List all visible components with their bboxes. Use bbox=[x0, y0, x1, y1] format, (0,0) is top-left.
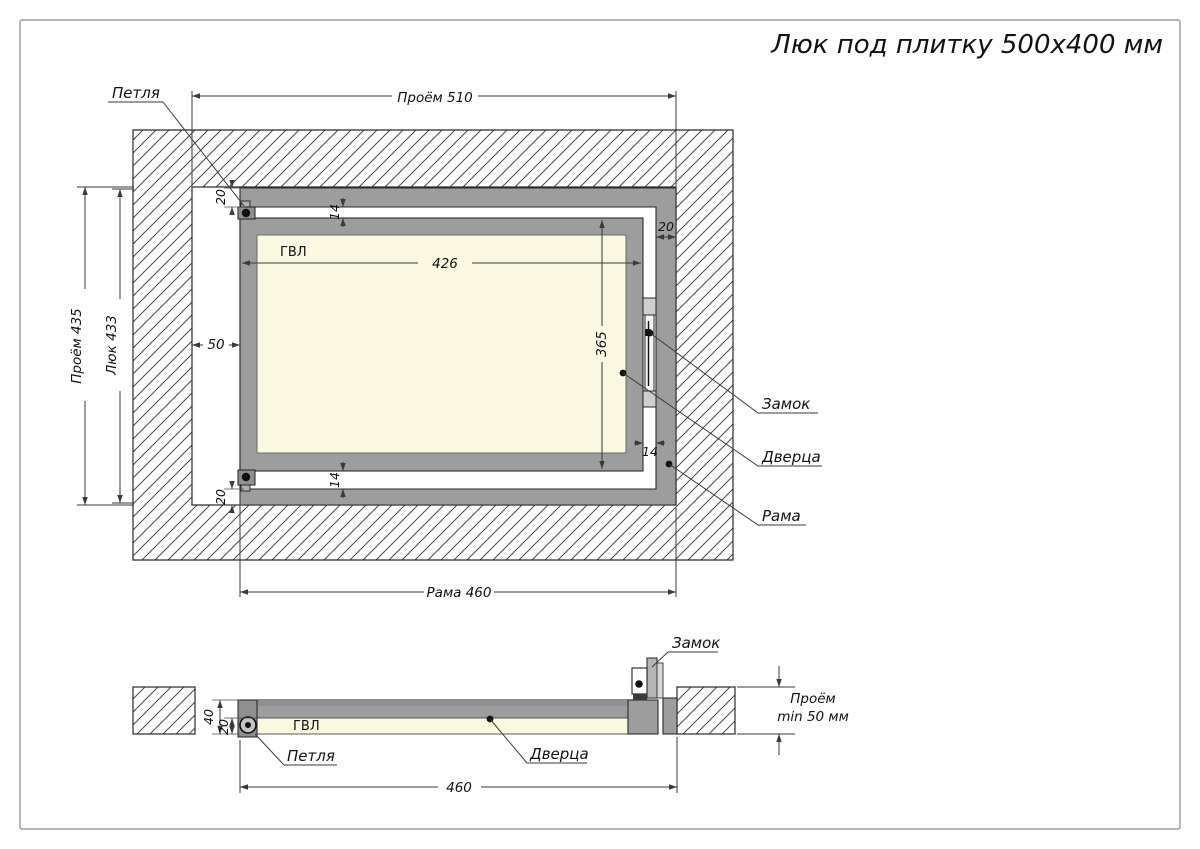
dim-section-width bbox=[240, 737, 677, 796]
front-view bbox=[69, 84, 822, 601]
dim-text-right-gap: 14 bbox=[642, 444, 658, 459]
dim-text-left-gap: 50 bbox=[207, 337, 225, 353]
lock-label-section: Замок bbox=[672, 634, 721, 652]
dim-text-depth-2: min 50 мм bbox=[777, 709, 849, 725]
door-end-profile bbox=[628, 700, 658, 734]
dim-text-door-width: 426 bbox=[432, 256, 458, 272]
lock-label: Замок bbox=[762, 395, 811, 413]
dim-opening-height bbox=[69, 187, 134, 505]
dim-text-depth-1: Проём bbox=[790, 691, 836, 707]
dim-left-gap bbox=[192, 337, 240, 353]
callout-hinge-section bbox=[255, 734, 337, 765]
lock-plate bbox=[645, 315, 654, 391]
drawing-title: Люк под плитку 500x400 мм bbox=[771, 30, 1163, 60]
callout-lock-section bbox=[652, 634, 720, 667]
hinge-label-section: Петля bbox=[287, 747, 335, 765]
frame-profile-section bbox=[663, 698, 677, 734]
dim-text-door-height: 365 bbox=[594, 331, 610, 357]
dim-opening-depth bbox=[737, 666, 849, 755]
wall-hatch-section-right bbox=[677, 687, 735, 734]
dim-text-opening-height: Проём 435 bbox=[69, 308, 85, 384]
dim-text-section-width: 460 bbox=[446, 780, 472, 796]
door-steel-top-strip bbox=[240, 700, 632, 706]
gvl-label-front: ГВЛ bbox=[280, 245, 307, 260]
dim-text-bottom-gap: 14 bbox=[327, 472, 342, 488]
dim-text-top-gap: 14 bbox=[327, 204, 342, 220]
lock-section bbox=[632, 658, 663, 700]
lock-base-section bbox=[633, 694, 647, 700]
section-view bbox=[133, 634, 849, 796]
gvl-label-section: ГВЛ bbox=[293, 719, 320, 734]
hinge-pin-section bbox=[245, 722, 251, 728]
door-label-section: Дверца bbox=[530, 745, 589, 763]
lock-bottom-block bbox=[643, 391, 656, 407]
dim-text-opening-width: Проём 510 bbox=[397, 90, 473, 106]
hinge-bottom-bolt bbox=[241, 485, 250, 491]
lock-strike-section bbox=[657, 663, 663, 698]
hinge-label: Петля bbox=[112, 84, 160, 102]
hinge-top-pin bbox=[242, 209, 250, 217]
lock-top-block bbox=[643, 298, 656, 315]
dim-text-frame-right: 20 bbox=[658, 219, 674, 234]
hinge-bottom-pin bbox=[242, 473, 250, 481]
dim-text-frame-width: Рама 460 bbox=[426, 585, 492, 601]
wall-hatch-section-left bbox=[133, 687, 195, 734]
dim-hatch-height bbox=[104, 189, 134, 503]
hinge-section bbox=[238, 700, 257, 737]
lock-pin-section bbox=[635, 680, 643, 688]
dim-text-frame-bottom: 20 bbox=[213, 489, 228, 505]
frame-label: Рама bbox=[762, 507, 801, 525]
dim-text-panel-offset: 20 bbox=[216, 719, 231, 735]
hinge-bottom bbox=[238, 470, 255, 491]
dim-text-hatch-height: Люк 433 bbox=[104, 315, 120, 375]
dim-text-thickness: 40 bbox=[201, 709, 216, 725]
door-label: Дверца bbox=[762, 448, 821, 466]
dim-text-frame-top: 20 bbox=[213, 189, 228, 205]
